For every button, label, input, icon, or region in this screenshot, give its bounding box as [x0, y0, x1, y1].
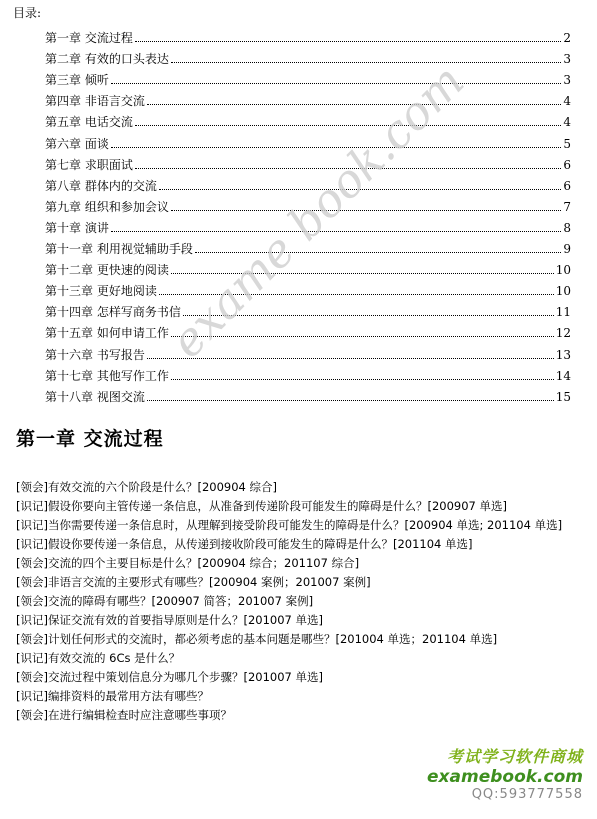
toc-entry-title: 第四章 非语言交流	[45, 94, 145, 109]
toc-entry-title: 第三章 倾听	[45, 73, 109, 88]
toc-entry-title: 第十七章 其他写作工作	[45, 368, 169, 383]
question-item: [领会]在进行编辑检查时应注意哪些事项？	[16, 708, 232, 722]
toc-entry[interactable]	[45, 256, 571, 277]
toc-leader-dots	[171, 61, 562, 63]
toc-entry-page: 11	[555, 305, 571, 320]
toc-entry[interactable]	[45, 362, 571, 383]
logo-url: examebook.com	[427, 767, 583, 787]
toc-entry[interactable]	[45, 319, 571, 340]
toc-entry-title: 第九章 组织和参加会议	[45, 199, 169, 214]
toc-leader-dots	[111, 82, 562, 84]
toc-entry-page: 10	[555, 263, 571, 278]
toc-entry[interactable]	[45, 108, 571, 129]
logo-qq: QQ:593777558	[471, 787, 583, 802]
toc-entry-title: 第七章 求职面试	[45, 157, 133, 172]
toc-entry[interactable]	[45, 298, 571, 319]
toc-entry[interactable]	[45, 277, 571, 298]
toc-entry-page: 3	[563, 73, 571, 88]
toc-entry-title: 第八章 群体内的交流	[45, 178, 157, 193]
toc-entry-page: 7	[563, 199, 571, 214]
question-item: [领会]交流过程中策划信息分为哪几个步骤？[201007 单选]	[16, 670, 323, 684]
toc-leader-dots	[147, 399, 554, 401]
toc-entry-title: 第六章 面谈	[45, 136, 109, 151]
toc-entry[interactable]	[45, 340, 571, 361]
toc-entry-page: 8	[563, 220, 571, 235]
toc-entry[interactable]	[45, 66, 571, 87]
toc-entry-page: 15	[555, 389, 571, 404]
toc-entry[interactable]	[45, 24, 571, 45]
question-item: [领会]计划任何形式的交流时，都必须考虑的基本问题是哪些？[201004 单选；201104 单选]	[16, 632, 498, 646]
question-item: [领会]有效交流的六个阶段是什么？[200904 综合]	[16, 480, 277, 494]
question-item: [识记]有效交流的 6Cs 是什么？	[16, 651, 181, 665]
toc-leader-dots	[111, 146, 562, 148]
toc-entry-title: 第十八章 视图交流	[45, 389, 145, 404]
toc-leader-dots	[171, 209, 562, 211]
chapter-heading: 第一章 交流过程	[16, 428, 164, 450]
logo-title: 考试学习软件商城	[446, 747, 583, 766]
toc-entry-title: 第十三章 更好地阅读	[45, 284, 157, 299]
toc-entry-title: 第十章 演讲	[45, 220, 109, 235]
toc-entry-page: 2	[563, 31, 571, 46]
question-item: [领会]交流的障碍有哪些？[200907 简答；201007 案例]	[16, 594, 314, 608]
toc-entry[interactable]	[45, 151, 571, 172]
toc-entry-page: 3	[563, 52, 571, 67]
question-item: [识记]假设你要传递一条信息，从传递到接收阶段可能发生的障碍是什么？[201104 单选]	[16, 537, 473, 551]
toc-label: 目录:	[13, 6, 42, 20]
toc-entry-page: 4	[563, 115, 571, 130]
toc-leader-dots	[171, 378, 554, 380]
question-item: [识记]保证交流有效的首要指导原则是什么？[201007 单选]	[16, 613, 323, 627]
question-item: [识记]当你需要传递一条信息时，从理解到接受阶段可能发生的障碍是什么？[200904 单选; 201104 单选]	[16, 518, 563, 532]
site-logo	[427, 744, 583, 802]
toc-entry-page: 12	[555, 326, 571, 341]
toc-leader-dots	[147, 103, 562, 105]
question-item: [领会]非语言交流的主要形式有哪些？[200904 案例；201007 案例]	[16, 575, 371, 589]
toc-entry-page: 6	[563, 178, 571, 193]
toc-entry[interactable]	[45, 45, 571, 66]
question-list	[16, 478, 581, 725]
toc-entry-page: 6	[563, 157, 571, 172]
toc-leader-dots	[135, 124, 562, 126]
toc-entry[interactable]	[45, 129, 571, 150]
question-item: [领会]交流的四个主要目标是什么？[200904 综合；201107 综合]	[16, 556, 360, 570]
toc-entry-title: 第二章 有效的口头表达	[45, 52, 169, 67]
toc-entry-title: 第十五章 如何申请工作	[45, 326, 169, 341]
toc-entry[interactable]	[45, 87, 571, 108]
toc-entry-title: 第十一章 利用视觉辅助手段	[45, 242, 193, 257]
toc-entry-title: 第五章 电话交流	[45, 115, 133, 130]
toc-entry-title: 第十二章 更快速的阅读	[45, 263, 169, 278]
toc-entry-page: 10	[555, 284, 571, 299]
toc-entry-title: 第十六章 书写报告	[45, 347, 145, 362]
question-item: [识记]编排资料的最常用方法有哪些？	[16, 689, 209, 703]
watermark: exame book.com	[160, 53, 475, 369]
question-item: [识记]假设你要向主管传递一条信息，从准备到传递阶段可能发生的障碍是什么？[200907 单选]	[16, 499, 507, 513]
toc-entry[interactable]	[45, 383, 571, 404]
toc-entry-page: 4	[563, 94, 571, 109]
toc-entry-page: 5	[563, 136, 571, 151]
toc-entry-page: 9	[563, 242, 571, 257]
toc-entry-page: 14	[555, 368, 571, 383]
toc-entry-title: 第十四章 怎样写商务书信	[45, 305, 181, 320]
toc-entry-page: 13	[555, 347, 571, 362]
toc-leader-dots	[135, 40, 562, 42]
toc-entry-title: 第一章 交流过程	[45, 31, 133, 46]
